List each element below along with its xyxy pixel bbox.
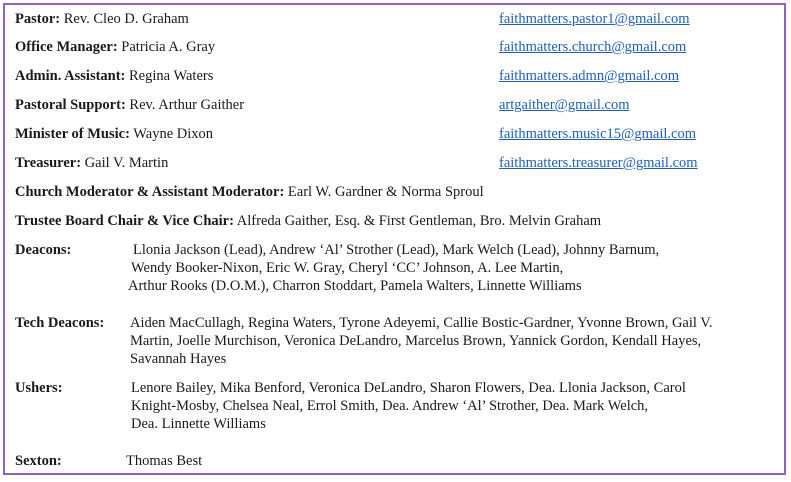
tech-deacons-list [130,314,713,368]
staff-row-pastoral-support [15,96,244,114]
role-label: Church Moderator & Assistant Moderator: [15,184,285,200]
person-name: Rev. Cleo D. Graham [63,11,189,27]
staff-row-treasurer [15,154,168,172]
role-label: Minister of Music: [15,126,130,142]
ushers-list [131,379,686,433]
person-name: Regina Waters [129,68,214,84]
deacons-line: Arthur Rooks (D.O.M.), Charron Stoddart, Pamela Walters, Linnette Williams [128,278,582,294]
deacons-label: Deacons: [15,242,72,258]
email-link-pastor[interactable]: faithmatters.pastor1@gmail.com [499,11,690,27]
sexton-name: Thomas Best [126,453,203,469]
person-names: Earl W. Gardner & Norma Sproul [287,184,484,200]
staff-row-admin-assistant [15,67,213,85]
email-link-admin-assistant[interactable]: faithmatters.admn@gmail.com [499,68,680,84]
role-label: Office Manager: [15,39,118,55]
trustee-row [15,212,601,230]
ushers-line: Dea. Linnette Williams [131,416,266,432]
person-name: Rev. Arthur Gaither [129,97,245,113]
person-name: Patricia A. Gray [121,39,216,55]
deacons-list [128,241,659,295]
email-link-treasurer[interactable]: faithmatters.treasurer@gmail.com [499,155,698,171]
deacons-line: Llonia Jackson (Lead), Andrew ‘Al’ Strother (Lead), Mark Welch (Lead), Johnny Barnum, [133,242,660,258]
person-name: Gail V. Martin [84,155,169,171]
sexton-label: Sexton: [15,453,62,469]
staff-row-minister-of-music [15,125,213,143]
role-label: Pastoral Support: [15,97,126,113]
ushers-line: Lenore Bailey, Mika Benford, Veronica DeLandro, Sharon Flowers, Dea. Llonia Jackson, Carol [131,380,686,396]
email-link-minister-of-music[interactable]: faithmatters.music15@gmail.com [499,126,696,142]
person-name: Wayne Dixon [133,126,214,142]
role-label: Admin. Assistant: [15,68,126,84]
role-label: Pastor: [15,11,61,27]
tech-deacons-line: Savannah Hayes [130,351,227,367]
moderator-row [15,183,484,201]
ushers-label: Ushers: [15,380,63,396]
ushers-line: Knight-Mosby, Chelsea Neal, Errol Smith, Dea. Andrew ‘Al’ Strother, Dea. Mark Welch, [131,398,649,414]
person-names: Alfreda Gaither, Esq. & First Gentleman, Bro. Melvin Graham [236,213,602,229]
tech-deacons-line: Aiden MacCullagh, Regina Waters, Tyrone Adeyemi, Callie Bostic-Gardner, Yvonne Brown, Gail V. [130,315,713,331]
tech-deacons-label: Tech Deacons: [15,315,105,331]
email-link-pastoral-support[interactable]: artgaither@gmail.com [499,97,630,113]
deacons-line: Wendy Booker-Nixon, Eric W. Gray, Cheryl ‘CC’ Johnson, A. Lee Martin, [131,260,564,276]
staff-row-pastor [15,10,189,28]
role-label: Treasurer: [15,155,82,171]
role-label: Trustee Board Chair & Vice Chair: [15,213,234,229]
tech-deacons-line: Martin, Joelle Murchison, Veronica DeLandro, Marcelus Brown, Yannick Gordon, Kendall Hayes, [130,333,702,349]
email-link-office-manager[interactable]: faithmatters.church@gmail.com [499,39,687,55]
staff-row-office-manager [15,38,215,56]
